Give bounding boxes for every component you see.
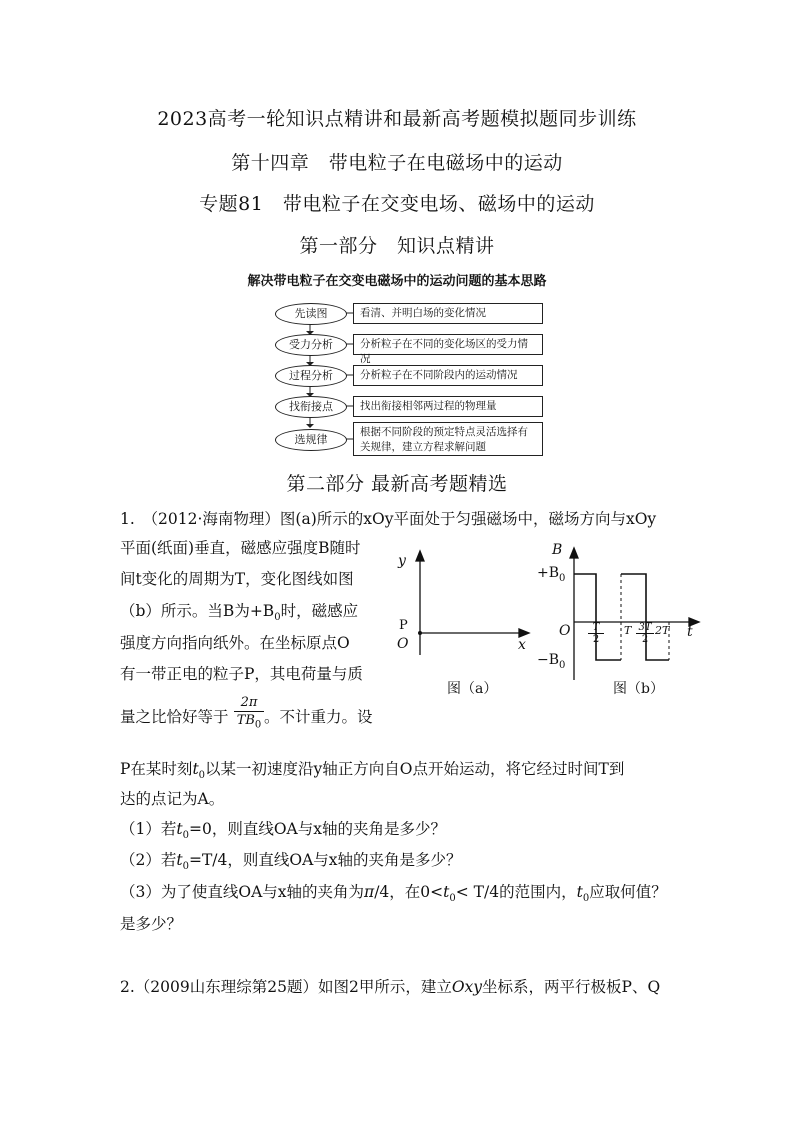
figure-b-caption: 图（b） [613, 681, 664, 697]
doc-title: 2023高考一轮知识点精讲和最新高考题模拟题同步训练 [157, 108, 637, 130]
figure-a-p-label: P [399, 618, 408, 633]
fraction-denominator: $TB_0$ [236, 713, 262, 731]
problem1-line: 间t变化的周期为T，变化图线如图 [120, 570, 354, 588]
problem1-line-fraction: 量之比恰好等于 [120, 708, 229, 726]
flowchart [270, 300, 550, 460]
flow-step-box: 分析粒子在不同阶段内的运动情况 [353, 365, 543, 386]
tick-label-t: T [624, 624, 632, 637]
fraction-numerator: 2π [234, 694, 264, 712]
flow-step-box: 分析粒子在不同的变化场区的受力情况 [353, 334, 543, 355]
problem1-after-fraction: 。不计重力。设 [264, 708, 373, 726]
part1-title: 第一部分 知识点精讲 [299, 235, 495, 257]
chapter-title: 第十四章 带电粒子在电磁场中的运动 [231, 152, 563, 174]
flowchart-title: 解决带电粒子在交变电磁场中的运动问题的基本思路 [247, 274, 547, 289]
question-3: （3）为了使直线OA与x轴的夹角为π/4，在$0<t_0< T/4$的范围内，$t_0$应取何值？ [120, 883, 667, 905]
problem1-line: 有一带正电的粒子P，其电荷量与质 [120, 665, 363, 683]
flow-step-box: 找出衔接相邻两过程的物理量 [353, 396, 543, 417]
flow-step-box: 看清、并明白场的变化情况 [353, 303, 543, 324]
figure-a-origin-label: O [397, 636, 409, 652]
question-3-cont: 是多少？ [120, 915, 183, 933]
question-1: （1）若$t_0=0$，则直线OA与x轴的夹角是多少？ [120, 820, 446, 842]
figure-b [535, 540, 705, 705]
problem2-line: 2.（2009山东理综第25题）如图2甲所示，建立Oxy坐标系，两平行极板P、Q [120, 978, 661, 996]
problem1-line-p2: 达的点记为A。 [120, 790, 225, 808]
topic-title: 专题81 带电粒子在交变电场、磁场中的运动 [199, 193, 595, 215]
question-2: （2）若$t_0=T/4$，则直线OA与x轴的夹角是多少？ [120, 851, 462, 873]
figure-a [385, 545, 535, 705]
problem1-head: 1. （2012·海南物理）图(a)所示的xOy平面处于匀强磁场中，磁场方向与xOy [120, 510, 657, 528]
part2-title: 第二部分 最新高考题精选 [286, 473, 508, 495]
figure-b-minus-b0: $-B_0$ [537, 652, 566, 671]
flow-step-label: 选规律 [275, 429, 347, 451]
flow-step-label: 过程分析 [275, 365, 347, 387]
tick-label-t-half: T 2 [588, 622, 604, 645]
problem1-line: 平面(纸面)垂直，磁感应强度B随时 [120, 539, 361, 557]
fraction [234, 694, 264, 734]
flow-step-label: 受力分析 [275, 334, 347, 356]
figure-b-x-label: t [687, 624, 693, 640]
tick-label-2t: 2T [655, 624, 670, 637]
flow-step-label: 找衔接点 [275, 396, 347, 418]
flow-step-box: 根据不同阶段的预定特点灵活选择有关规律，建立方程求解问题 [353, 422, 543, 456]
problem1-line-p1: P在某时刻$t_0$以某一初速度沿y轴正方向自O点开始运动，将它经过时间T到 [120, 760, 625, 782]
figure-b-y-label: B [552, 542, 563, 558]
flow-step-label: 先读图 [275, 303, 347, 325]
figure-b-origin-label: O [559, 623, 571, 639]
figure-b-plus-b0: $+B_0$ [537, 565, 566, 584]
problem1-line-b0: （b）所示。当B为$+B_0$时，磁感应 [120, 602, 359, 624]
figure-a-y-label: y [398, 553, 406, 569]
figure-a-caption: 图（a） [447, 681, 498, 697]
figure-a-x-label: x [518, 637, 526, 653]
problem1-line: 强度方向指向纸外。在坐标原点O [120, 634, 350, 652]
tick-label-3t-half: 3T 2 [636, 622, 654, 645]
